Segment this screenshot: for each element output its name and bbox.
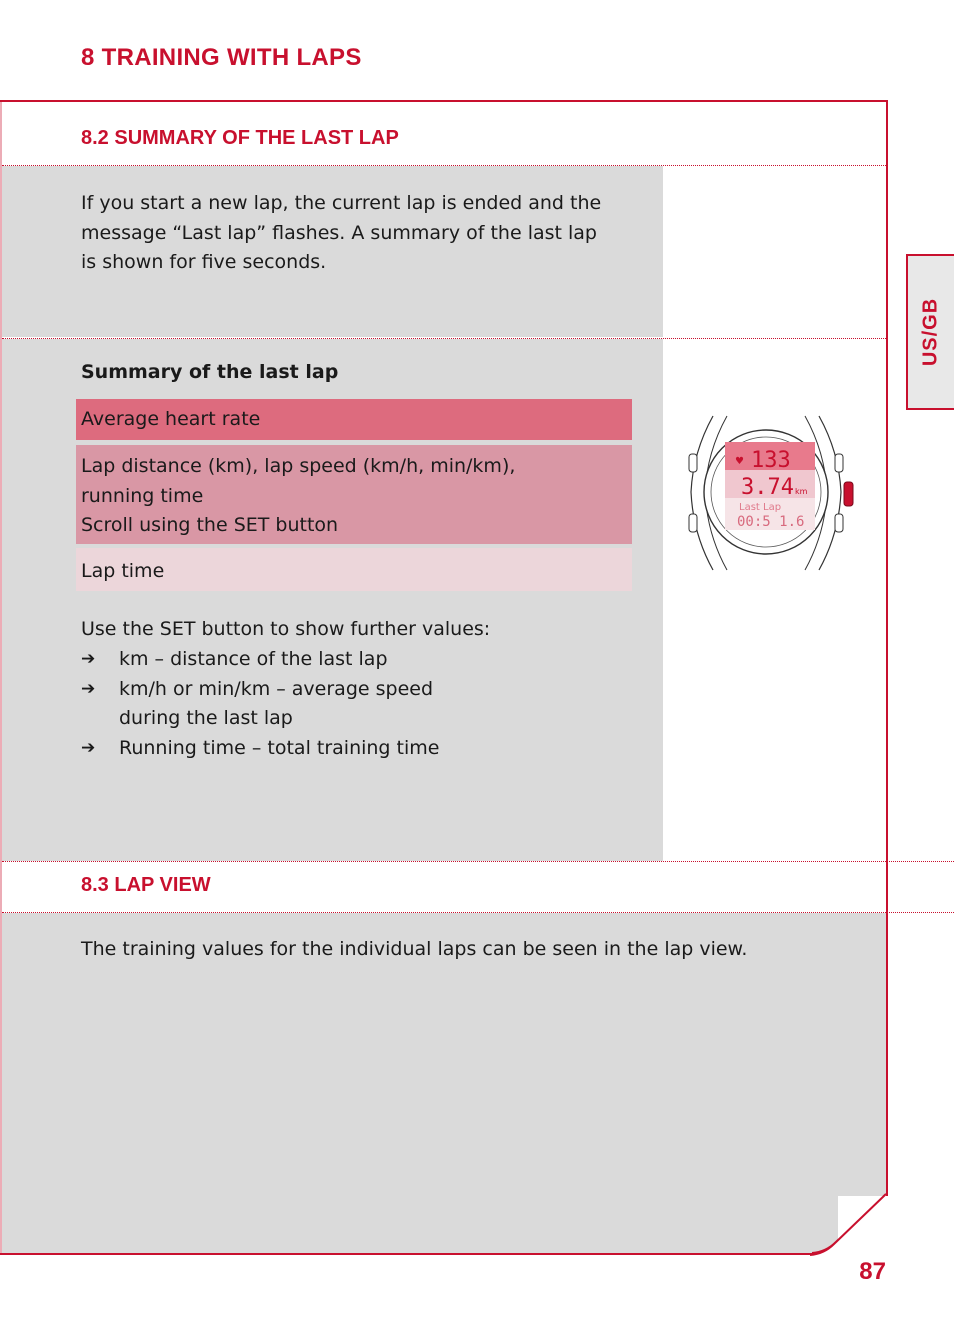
heart-icon: ♥ — [735, 456, 744, 467]
page-number: 87 — [859, 1258, 886, 1285]
watch-unit: km — [795, 487, 808, 496]
band-line: running time — [81, 484, 204, 507]
band-line: Scroll using the SET button — [81, 514, 339, 536]
summary-band-heart-rate — [76, 399, 632, 440]
intro-line: If you start a new lap, the current lap is ended and the — [81, 192, 602, 214]
arrow-right-icon: ➔ — [81, 649, 96, 669]
language-tab-label: US/GB — [919, 297, 942, 367]
intro-line: is shown for five seconds. — [81, 251, 327, 273]
intro-paragraph — [81, 189, 601, 278]
frame-corner — [790, 1192, 890, 1258]
band-line: Average heart rate — [81, 408, 261, 430]
summary-band-lap-distance — [76, 445, 632, 544]
list-item — [81, 675, 561, 734]
intro-line: message “Last lap” flashes. A summary of the last lap — [81, 221, 597, 244]
watch-illustration — [683, 412, 863, 574]
watch-lap-time: 00:5 1.6 — [737, 514, 805, 530]
list-item-text: km – distance of the last lap — [119, 648, 388, 670]
band-line: Lap time — [81, 560, 165, 582]
section-heading-8-2: 8.2 SUMMARY OF THE LAST LAP — [81, 127, 399, 149]
divider — [2, 861, 954, 862]
summary-title: Summary of the last lap — [81, 361, 339, 383]
chapter-title: 8 TRAINING WITH LAPS — [81, 44, 362, 71]
further-values-list — [81, 645, 561, 763]
further-intro: Use the SET button to show further values: — [81, 618, 491, 640]
lap-view-text: The training values for the individual laps can be seen in the lap view. — [81, 938, 748, 960]
language-tab[interactable] — [906, 254, 954, 410]
summary-band-lap-time — [76, 548, 632, 591]
list-item-text: during the last lap — [119, 707, 293, 729]
list-item — [81, 734, 561, 764]
arrow-right-icon: ➔ — [81, 678, 96, 699]
arrow-right-icon: ➔ — [81, 737, 96, 758]
section-heading-8-3: 8.3 LAP VIEW — [81, 874, 211, 896]
list-item — [81, 645, 561, 675]
list-item-text: Running time – total training time — [119, 736, 440, 759]
band-line: Lap distance (km), lap speed (km/h, min/km), — [81, 455, 516, 477]
watch-heart-rate: 133 — [751, 448, 791, 473]
list-item-text: km/h or min/km – average speed — [119, 677, 434, 700]
watch-distance: 3.74 — [741, 475, 794, 500]
watch-label: Last Lap — [739, 502, 782, 513]
